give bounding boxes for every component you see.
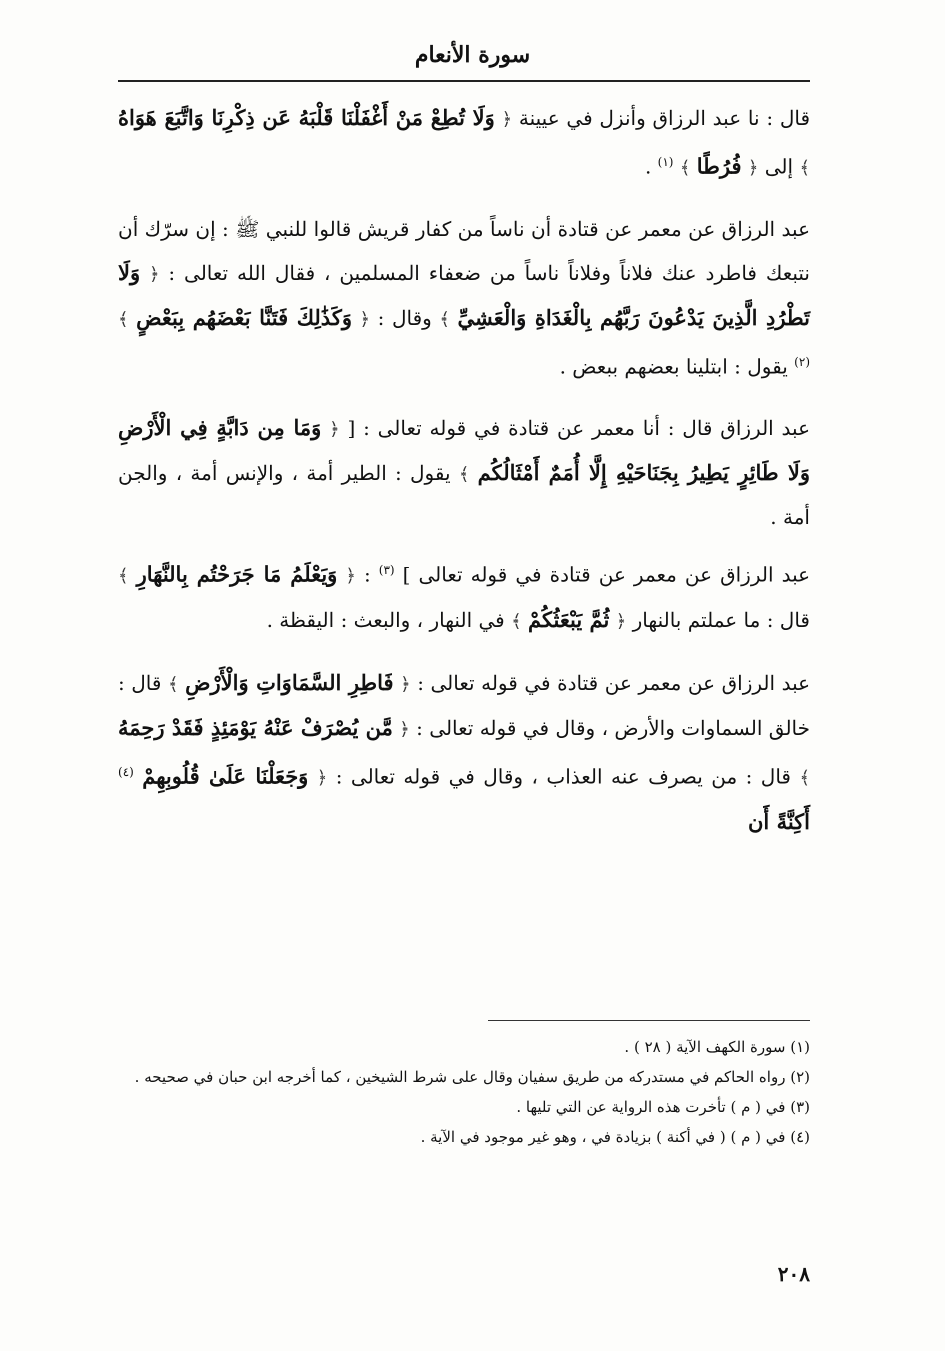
quran-verse: فَاطِرِ السَّمَاوَاتِ وَالْأَرْضِ	[185, 669, 394, 695]
ornament-open: ﴿	[149, 263, 160, 285]
quran-verse-continued: أَكِنَّةً أَن	[748, 808, 810, 834]
paragraph-1-middle: إلى	[764, 154, 794, 179]
paragraph-4-text: عبد الرزاق عن معمر عن قتادة في قوله تعالى ]	[402, 562, 811, 587]
ornament-open: ﴿	[747, 157, 759, 179]
footnote-marker: (٣)	[378, 563, 395, 578]
paragraph-4-colon: :	[363, 562, 371, 587]
ornament-open: ﴿	[329, 419, 340, 441]
ornament-open: ﴿	[501, 109, 513, 130]
footnote-divider	[488, 1020, 810, 1021]
ornament-open: ﴿	[400, 673, 411, 695]
ornament-close: ﴾	[799, 767, 810, 789]
paragraph-5-middle: قال : خالق السماوات والأرض ، وقال في قوله تعالى :	[118, 670, 811, 740]
quran-verse: مَّن يُصْرَفْ عَنْهُ يَوْمَئِذٍ فَقَدْ رَحِمَهُ	[118, 714, 393, 740]
header-divider	[118, 80, 810, 82]
paragraph-1-text: قال : نا عبد الرزاق وأنزل في عيينة	[518, 106, 811, 130]
paragraph-3-text: عبد الرزاق قال : أنا معمر عن قتادة في قوله تعالى : [	[347, 416, 811, 441]
ornament-open: ﴿	[615, 610, 627, 632]
quran-verse: وَجَعَلْنَا عَلَىٰ قُلُوبِهِمْ	[142, 763, 309, 789]
ornament-close: ﴾	[118, 308, 129, 330]
paragraph-4	[118, 549, 810, 643]
paragraph-2-text: عبد الرزاق عن معمر عن قتادة أن ناساً من كفار قريش قالوا للنبي ﷺ : إن سرّك أن نتبعك فاطرد عنك فلاناً وفلاناً ناساً من ضعفاء المسلمين ، فقال الله تعالى :	[118, 216, 810, 285]
ornament-open: ﴿	[316, 767, 328, 789]
paragraph-1-end: .	[644, 154, 652, 179]
footnote-1: (١) سورة الكهف الآية ( ٢٨ ) .	[624, 1038, 810, 1056]
quran-verse: وَمَا مِن دَابَّةٍ فِي الْأَرْضِ وَلَا طَائِرٍ يَطِيرُ بِجَنَاحَيْهِ إِلَّا أُمَمٌ أَمْثَالُكُم	[118, 415, 810, 486]
paragraph-5-text: عبد الرزاق عن معمر عن قتادة في قوله تعالى :	[417, 670, 811, 695]
footnote-marker: (٢)	[794, 354, 810, 369]
ornament-close: ﴾	[799, 157, 810, 179]
quran-verse: وَلَا تَطْرُدِ الَّذِينَ يَدْعُونَ رَبَّهُم بِالْغَدَاةِ وَالْعَشِيِّ	[118, 259, 810, 330]
paragraph-2-middle: وقال :	[377, 305, 432, 330]
paragraph-1	[118, 96, 810, 190]
paragraph-4-end: في النهار ، والبعث : اليقظة .	[266, 607, 505, 632]
ornament-close: ﴾	[168, 673, 179, 695]
quran-verse: وَيَعْلَمُ مَا جَرَحْتُم بِالنَّهَارِ	[136, 561, 338, 587]
footnote-2: (٢) رواه الحاكم في مستدركه من طريق سفيان وقال على شرط الشيخين ، كما أخرجه ابن حبان في صحيحه .	[134, 1068, 810, 1086]
ornament-close: ﴾	[679, 157, 691, 179]
ornament-open: ﴿	[345, 565, 356, 587]
ornament-open: ﴿	[359, 308, 371, 330]
footnote-3: (٣) في ( م ) تأخرت هذه الرواية عن التي تليها .	[516, 1098, 810, 1116]
paragraph-3	[118, 406, 810, 539]
footnote-marker: (٤)	[118, 764, 134, 779]
footnote-marker: (١)	[657, 155, 674, 169]
paragraph-2	[118, 208, 810, 389]
paragraph-2-end: يقول : ابتلينا بعضهم ببعض .	[559, 354, 788, 379]
surah-title: سورة الأنعام	[414, 42, 531, 68]
ornament-close: ﴾	[439, 308, 450, 330]
quran-verse: وَكَذَٰلِكَ فَتَنَّا بَعْضَهُم بِبَعْضٍ	[136, 304, 352, 330]
ornament-close: ﴾	[118, 565, 129, 587]
quran-verse: ثُمَّ يَبْعَثُكُمْ	[527, 606, 610, 632]
ornament-open: ﴿	[399, 718, 410, 740]
paragraph-5-middle-2: قال : من يصرف عنه العذاب ، وقال في قوله تعالى :	[335, 764, 791, 789]
paragraph-4-middle: قال : ما عملتم بالنهار	[632, 607, 810, 632]
main-text	[118, 96, 810, 854]
ornament-close: ﴾	[511, 610, 522, 632]
ornament-close: ﴾	[458, 464, 470, 486]
page-number: ٢٠٨	[777, 1262, 810, 1286]
paragraph-3-end: يقول : الطير أمة ، والإنس أمة ، والجن أمة .	[118, 461, 810, 530]
paragraph-5	[118, 661, 810, 844]
quran-verse: وَلَا تُطِعْ مَنْ أَغْفَلْنَا قَلْبَهُ عَن ذِكْرِنَا وَاتَّبَعَ هَوَاهُ	[118, 105, 495, 130]
footnote-4: (٤) في ( م ) ( في أكنة ) بزيادة في ، وهو غير موجود في الآية .	[420, 1128, 810, 1146]
footnotes	[118, 1032, 810, 1152]
quran-verse: فُرُطًا	[696, 153, 742, 179]
